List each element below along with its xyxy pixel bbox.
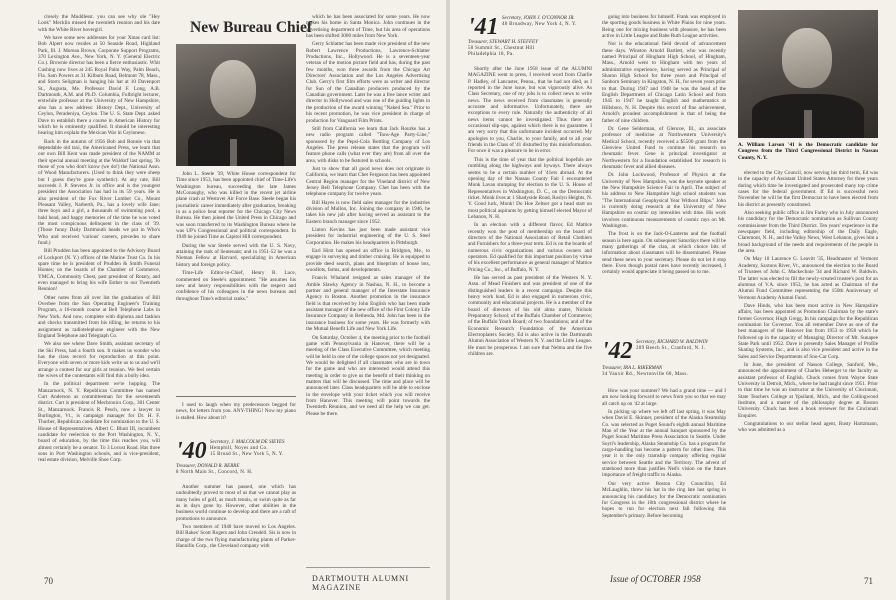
magazine-footer: DARTMOUTH ALUMNI MAGAZINE — [312, 574, 409, 592]
paragraph: Two members of 1940 have moved to Los Angeles. Bill Rakes' Scott Rogers and John Crendell. Sis is now in charge of the two flying manufacturing plants of Parker-Hannifin Corp., the Cleveland company with — [176, 524, 296, 550]
paragraph: We also see where Dave Smith, assistant secretary of the Ski Press, had a fourth son. It makes us wonder who has the class record for reproduction at this point. Everyone with seven or more kids write us to us and we'll arrange a contest for our girls at reunion. We feel certain the wives of the contestants will find this a bully idea. — [38, 341, 160, 379]
class-secretary: Secretary, J. MALCOLM DE SIEYES — [210, 440, 285, 445]
treasurer-address: 34 Vauxit Rd., Newtonville 60, Mass. — [602, 372, 689, 377]
paragraph: In an election with a different flavor, Ed Mattice recently won the post of membership on the board of directors of the National Association of Retail Clothiers and Furnishers for a three-year term. Ed is on the boards of numerous civic organizations and various owners and operators. Ed qualified for this important position by virtue of his excellent performance as general manager of Mattice Pricing Co., Inc., of Buffalo, N. Y. — [468, 222, 592, 273]
paragraph: Francis Whaland resigned as sales manager of the Amble Slawky Agency in Nashua, N. H., to become a partner and general manager of the Interstate Insurance Agency in Boston. Another promotion in the insurance field is that received by John English who has been made assistant manager of the new office of the First Colony Life Insurance Company in Bethesda, Md. John has been in the insurance business for some years. He was formerly with the Mutual Benefit Life and New York Life. — [306, 275, 430, 333]
portrait-photo-steele — [176, 44, 296, 166]
footer-rule — [306, 567, 430, 568]
paragraph: Shortly after the June 1958 issue of the ALUMNI MAGAZINE went to press, I received word from Charlie P. Hadley, of Lancaster, Penna., that he had not died, as I reported in the June issue, but was vigorously alive. As Class Secretary, one of my jobs is to collect news to write news. The news received from classmates is generally accurate and informative. Unfortunately, there are exceptions to every rule. Naturally the authenticity of all news items cannot be investigated. Thus there are occasional slip-ups, against which there is no guarantee. I am very sorry that this unfortunate incident occurred. My apologies to you, Charlie, to your family, and to all your friends in the Class of '41 disturbed by this misinformation. For once it was a pleasure to be in error. — [468, 66, 592, 155]
treasurer-address: 8 North Main St., Concord, N. H. — [176, 470, 253, 475]
right-page — [450, 0, 896, 600]
page-number-left: 70 — [44, 576, 53, 586]
paragraph: Dr. John Lockwood, Professor of Physics at the University of New Hampshire, was the keynote speaker at the New Hampshire Science Fair in April. The subject of his address to New Hampshire high school students was "The International Geophysical Year Without Blips." John is currently doing research at the University of New Hampshire on cosmic ray intensities with time. His work involves continuous measurements of cosmic rays on Mt. Washington. — [602, 172, 726, 229]
paragraph: This is the time of year that the political hopefuls are rumbling along the highways and byways. There always seems to be a certain number of '41ers abroad. At the opening day of the Nassau County Fair I encountered Monk Lavan stumping for election to the U. S. House of Representatives in Washington, D. C., on the Democratic ticket. Monk lives at 1 Shadyside Road, Roslyn Heights, N. Y. Good luck, Monk! Do Hoe Zeltser got a head start on most political aspirants by getting himself elected Mayor of Lebanon, N. H. — [468, 156, 592, 220]
paragraph: I used to laugh when my predecessors begged for news, for letters from you. ANY-THING! Now my piano is stalled. How about it? — [176, 402, 296, 421]
paragraph: Bill Hayes is now field sales manager for the industries division of Mullon, Inc. Joining the company in 1946, he takes his new job after having served as assistant to the Eastern branch manager since 1952. — [306, 199, 430, 225]
paragraph: Dave Hinds, who has been most active in New Hampshire affairs, has been appointed as Promotion Chairman by the state's former Governor, Hugh Gregg. In his campaign for the Republican nomination for Governor. You all remember Dave as one of the best managers of the Hanover Inn from 1953 to 1958 which he followed up in the capacity of Managing Director of Mt. Sunapee State Park until 1952. Dave is presently Sales Manager of Profile Skating Systems, Inc., and is also vice president and active in the Sales and Service Departments of Sno-Car Corp. — [738, 302, 878, 360]
right-column-2 — [602, 14, 726, 332]
class-treasurer: Treasurer, STEWART H. STEFFEY — [468, 40, 538, 45]
paragraph: Gerry Schlatter has been made vice president of the new Robert Lawrence Productions, Lawrence-Schlatter Productions, Inc., Hollywood. He is a seventeen-year veteran of the motion picture field and has, during the past few months, won three awards from the Chicago Art Directors' Association and the Los Angeles Advertising Club. Gerry's first film efforts were as writer and director for Sun of the Canadian producers produced by the Canadian government. Later he was a free lance writer and director in Hollywood and was one of the guiding lights in the production of the award winning "Naked Sea." Prior to his recent promotion, he was vice president in charge of production for Vanguard Film Prints. — [306, 41, 430, 124]
class-1941-header — [468, 12, 596, 64]
secretary-address: Hemphill, Noyes and Co. — [210, 446, 268, 451]
page-number-right: 71 — [864, 576, 873, 586]
column-tail — [176, 402, 296, 436]
class-year-1941: '41 — [468, 14, 499, 40]
issue-footer: Issue of OCTOBER 1958 — [610, 574, 701, 584]
paragraph: Just to show that all good news does not originate in California, we learn that Chet Ferguson has been appointed Central Region manager for the Vineland district of New Jersey Bell Telephone Company. Chet has been with the telephone company for twelve years. — [306, 165, 430, 198]
paragraph: Congratulations to our stellar head agent, Rusty Hartzmann, who was admitted as a — [738, 421, 878, 434]
paragraph: Nor is the educational field devoid of advancement these days. Winston Arnold Bartlett, who was recently named Principal of Hingham High School, of Hingham, Mass., Arnold went to Hingham with ten years of administrative experience, having served as Principal of Sharon High School for three years and Principal of Sanborn Seminary in Kingston, N. H., for seven years prior to that. During 1947 and 1948 he was the head of the English Department of Chicago Latin School and from 1945 to 1947 he taught English and mathematics at Hillsboro, N. H. Despite this record of fine achievement, Arnold's proudest accomplishment is that of being the father of nine children. — [602, 41, 726, 124]
paragraph: A. William Larson '41 is the Democratic candidate for Congress from the Third Congressional District in Nassau County, N. Y. — [738, 142, 878, 161]
paragraph: Still from California we learn that Jack Rourke has a new radio program called "Tons-Age Party-Line," sponsored by the Pepsi-Cola Bottling Company of Los Angeles. The press release states that the program will feature phone calls (what ever they are) from all over the area, with disks to be featured in schools. — [306, 125, 430, 164]
paragraph: He has served as past president of the Western N. Y. Assn. of Mead Finishers and was president of one of the distinguished leaders in a recent campaign. Despite this heavy work load, Ed is also engaged in numerous civic, community and educational projects. He is a member of the board of directors of his old alma mater, Nichols Preparatory School; of the Buffalo Chamber of Commerce; of the Buffalo Youth Board; of two foundations; and of the Economic Research Foundation of the American Electroplaters Society. Ed is also active in the Dartmouth Alumni Association of Western N. Y. and the Little League. He must be prosperous. I am sure that Nelma and the five children are. — [468, 275, 592, 358]
paragraph: Also seeking public office is Jim Farley who in July announced his candidacy for the Democratic nomination as Sullivan County commissioner from the Third District. Ten years' experience in the newspaper field, including editorship of the Daily Eagle, Claremont, N. H., and the Valley News, West Lebanon, gives him a broad background of the needs and requirements of the people in the area. — [738, 210, 878, 255]
paragraph: We have some new addresses for your Xmas card list: Bob Alpert now resides at 50 Seaside Road, Highland Park, Ill. J. Moreau Brown, Corporate Support Programs, 370 Lexington Ave., New York, N. Y. (General Electric Co.). Brownie director has been a fierce enthusiastic. Whit Cushing now lives at 245 Royal Palm Way, Palm Beach, Fla. Sam Powers at 31 Kilburn Road, Belmont 78, Mass., and Storrs Seligman is hanging his hat at 10 Davenport St., Augusta, Me. Professor David F. Long, A.B. Dartmouth, A.M. and Ph.D. Columbia, Fulbright lecturer, erstwhile professor at the University of New Hampshire, also has a new address: History Dept., University of Ceylon, Peradeniya, Ceylon. The U. S. State Dept. asked Dave to establish there a course in American History for which he is eminently qualified. It should be interesting hearing him explain the Mexican War in Ceylonese. — [38, 35, 160, 137]
class-year-1940: '40 — [176, 438, 207, 464]
portrait-photo-larson — [738, 10, 878, 138]
paragraph: On May 10 Laurence G. Leavitt '35, Headmaster of Vermont Academy, Saxtons River, Vt., announced the election to the Board of Trustees of John C. Mackechnie '34 and Richard W. Baldwin. The latter was elected to fill the newly-created trustee's post for an alumnus of V.A. since 1953, he has acted as Chairman of the Alumni Fund Committee representing the 150th Anniversary of Vermont Academy Alumni Fund. — [738, 256, 878, 301]
class-1942-header — [602, 336, 728, 386]
paragraph: How was your summer? We had a grand time — and I am now looking forward to news from you so that we may all catch up on '42 at large. — [602, 388, 726, 407]
left-column-3 — [306, 14, 430, 558]
class-secretary: Secretary, RICHARD W. BALDWIN — [636, 340, 708, 345]
treasurer-address: 50 Summit St., Chestnut Hill — [468, 46, 535, 51]
paragraph: Our very active Boston City Councillor, Ed McLaughlin, threw his hat in the ring late last spring in announcing his candidacy for the Democratic nomination for Congress in the 10th congressional district where he hopes to run for election next fall following this September's primary. Before becoming — [602, 480, 726, 519]
class-treasurer: Treasurer, DONALD R. BERRE — [176, 464, 240, 469]
class-1940-header — [176, 438, 300, 482]
secretary-address: 40 Broadway, New York 4, N. Y. — [502, 22, 577, 27]
paragraph: elected to the City Council, now serving his third term, Ed was in the capacity of Assistant United States Attorney for three years during which time he investigated and prosecuted many top crime cases for the federal government. If Ed is successful next November he will be the first Democrat to have been elected from his district as presently constituted. — [738, 170, 878, 208]
right-column-3 — [738, 170, 878, 572]
left-page — [0, 0, 446, 600]
paragraph: Linton Kevins has just been made assistant vice president for industrial engineering of the U. S. Steel Corporation. He makes his headquarters in Pittsburgh. — [306, 227, 430, 246]
paragraph: which he has been associated for some years. He now makes his home in Santa Monica. John continues in the advertising department of Time, but his area of operations has been shifted 3000 miles from New York. — [306, 14, 430, 40]
photo-caption-larson — [738, 142, 878, 166]
treasurer-address: Philadelphia 18, Pa. — [468, 52, 514, 57]
class-secretary: Secretary, JOHN J. O'CONNOR JR. — [502, 16, 575, 21]
paragraph: Dr. Gene Selderman, of Glencoe, Ill., an associate professor of medicine at Northwestern University's Medical School, recently received a $5500 grant from the Glenview United Fund to continue his research on rheumatic fever. Gene is principal investigator at Northwestern for a foundation established for research in rheumatic fever and allied diseases. — [602, 125, 726, 170]
photo-caption-steele — [176, 171, 296, 395]
paragraph: Another summer has passed, one which has undoubtedly proved to most of us that we cannot play as many holes of golf, as much tennis, or swim quite as far as in days gone by. However, other abilities in the business world continue to develop and there are a raft of promotions to announce. — [176, 484, 296, 522]
section-divider — [176, 396, 296, 397]
paragraph: Bill Prudden has been appointed to the Advisory Board of Lockport (N. Y.) offices of the Marine Trust Co. In his spare time he is president of Prudden & Smith Funeral Homes; on the boards of the Chamber of Commerce, YMCA, Community Chest, past president of Rotary, and even managed to bring his wife Esther to our Twentieth Reunion! — [38, 248, 160, 293]
secretary-address: 15 Broad St., New York 5, N. Y. — [210, 452, 284, 457]
paragraph: In picking up where we left off last spring, it was May when David E. Skinner, president of the Alaska Steamship Co. was selected as Puget Sound's eighth annual Maritime Man of the Year at the annual banquet sponsored by the Puget Sound Maritime Press Association in Seattle. Under Soyti's leadership, Alaska Steamship Co. has a program for cargo-handling has become a pattern for other lines. This year it is the only tramship company offering regular service between Seattle and the Territory. The advent of statehood more than justifies Ned's vision on the future importance of freight traffic to Alaska. — [602, 409, 726, 479]
paragraph: Time-Life Editor-in-Chief, Henry R. Luce, commented on Steele's appointment: "He assumes his new and heavy responsibilities with the respect and confidence of his colleagues in the news bureaus and throughout Time's editorial ranks." — [176, 270, 296, 302]
paragraph: closely the Muddlesst. you can see why ole "Hey Look" Mecklin missed the twentieth reunion and his date with the White River hovergirl. — [38, 14, 160, 33]
paragraph: In June, the president of Nasson College, Sanford, Me., announced the appointment of Charles Heberger to the faculty as assistant professor of English. Chuck comes from Wayne State University in Detroit, Mich., where he had taught since 1951. Prior to that time he was an instructor at the University of Cincinnati, State Teachers College at Ypsilanti, Mich., and the Collingwood Institute, and a master of the philosophy degree at Boston University. Chuck has been a book reviewer for the Cincinnati Enquirer. — [738, 361, 878, 419]
page-title: New Bureau Chief — [190, 19, 312, 36]
paragraph: Other notes from all over list the graduation of Bill Overbee from the Sun Operating Engineer's Training Program, a 16-month course at Bell Telephone Labs in New York. And now, complete with diploma and fashion and checks transmitted from his tilling, he returns to his assignment as radiotelephone engineer with the New England Telephone and Telegraph Co. — [38, 294, 160, 339]
paragraph: The frost is on the Jack-O-Lanterns and the football season is here again. On subsequent Saturdays there will be many gatherings of the clan, at which choice bits of information about classmates will be disseminated. Please send these news to your secretary. Please do not let it stop there. Even though postal rates have recently increased, I certainly would appreciate it being passed on to me. — [602, 231, 726, 276]
paragraph: going into business for himself. Frank was employed in the sporting goods business in White Plains for nine years. Being one for mixing business with pleasure, he has been active in Little League and Babe Ruth League activities. — [602, 14, 726, 40]
paragraph: On Saturday, October 4, the meeting prior to the football game with Pennsylvania in Hanover, there will be a meeting of the Class Executive Committee, which meeting will be held in one of the college spaces not yet designated. We would be delighted if all classmates who are in town for the game and who are interested would attend this meeting in order to give us the benefit of their thinking on matters that will be discussed. The time and place will be announced later. Class headquarters will be able to enclose in the envelope with your ticket which you will receive from Hanover. This meeting will point towards the Twentieth Reunion, and we need all the help we can get. Please be there. — [306, 334, 430, 417]
right-column-1 — [468, 66, 592, 584]
paragraph: John L. Steele '39, White House correspondent for Time since 1953, has been appointed chief of Time-Life's Washington bureau, succeeding the late James McConaughy, who was killed in the recent jet airline plane crash at Westover Air Force Base. Steele began his journalistic career immediately after graduation, breaking in as a police beat reporter for the Chicago City News Bureau. He then joined the United Press in Chicago and was soon transferred to its Washington Bureau where he was UP's Congressional and political correspondent. In 1949 he joined Time as Capitol Hill correspondent. — [176, 171, 296, 241]
secretary-address: 209 Beech St., Cranford, N. J. — [636, 346, 706, 351]
paragraph: During the war Steele served with the U. S. Navy, attaining the rank of lieutenant; and in 1951-52 he was a Nieman Fellow at Harvard, specializing in American history and foreign policy. — [176, 242, 296, 268]
left-column-1 — [38, 14, 160, 584]
paragraph: Earl Hirst has opened an office in Bridgton, Me., to engage in surveying and timber cruising. He is equipped to provide deed search, plans and blueprints of house lots, woodlots, farms, and developments. — [306, 248, 430, 274]
class-year-1942: '42 — [602, 338, 633, 364]
class-treasurer: Treasurer, IRA L. RIKERMAN — [602, 366, 663, 371]
paragraph: Back in the autumn of 1956 Bob and Ronnie via that dependable old taxi, the Americaned Press, we learn that our own Bill Kent was made president of the NAMM at their special annual meeting at the Waldorf last spring. To those of you who don't know (we do!) the National Assn. of Wood Manufacturers. (Used to think they were sheep but I guess they're gone synthetic). At any rate, Bill succeeds J. P. Stevens Jr. in office and is the youngest president the Association has had in its 59 years. He is also president of the Fox River Lumber Co., Mount Pleasant Valley, Narberth, Pa., has a lovely wife Jane; three boys and a girl, a thousands of swimming pool, a bald head, and happy memories of the time he was voted the most conspicuous delinquent in the class of '39. (Those funny Daily Dartmouth heads we put in Who's Who and received 'various' careers, precedes to share fund.) — [38, 138, 160, 247]
class-1940-notes — [176, 484, 296, 584]
paragraph: In the political department we're hopping. The Manzarnock, N. Y. Republican Committee has named Curt Anderson as committeeman for the seventeenth district. Curt is president of Mechronics Corp., 301 Center St., Manzarnock. Francis R. Pesch, now a lawyer in Burlington, Vt., is campaign manager for Dr. H. F. Thurber, Republican candidate for nomination to the U. S. House of Representatives. Albert C. Blunt III, incumbent candidate for reelection to the Port Washington, N. Y., board of education, by the time this reaches you, will almost certainly be a senator. To 3 Locust Road. Has three sons in Port Washington schools, and is vice-president, real estate division, Melville Shoe Corp. — [38, 381, 160, 464]
class-1942-notes — [602, 388, 726, 562]
